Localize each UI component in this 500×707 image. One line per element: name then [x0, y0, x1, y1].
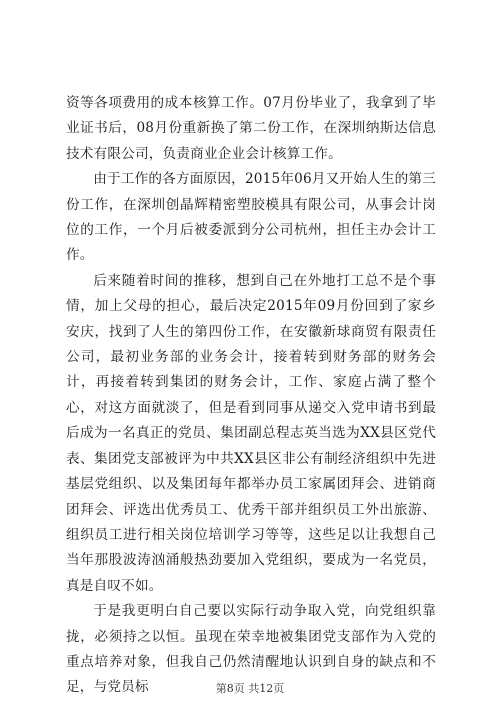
paragraph-4: 于是我更明白自己要以实际行动争取入党，向党组织靠拢，必须持之以恒。虽现在荣幸地被集团党支部作为入党的重点培养对象，但我自己仍然清醒地认识到自身的缺点和不足，与党员标	[66, 603, 436, 696]
page-footer: 第8页 共12页	[215, 682, 285, 695]
paragraph-3: 后来随着时间的推移，想到自己在外地打工总不是个事情，加上父母的担心，最后决定2015年09月份回到了家乡安庆，找到了人生的第四份工作，在安徽新球商贸有限责任公司，最初业务部的业务会计，接着转到财务部的财务会计，再接着转到集团的财务会计，工作、家庭占满了整个心，对这方面就淡了，但是看到同事从递交入党申请书到最后成为一名真正的党员、集团副总程志英当选为XX县区党代表、集团党支部被评为中共XX县区非公有制经济组织中先进基层党组织、以及集团每年都举办员工家属团拜会、进销商团拜会、评选出优秀员工、优秀干部并组织员工外出旅游、组织员工进行相关岗位培训学习等等，这些足以让我想自己当年那股波涛汹涌般热劲要加入党组织，要成为一名党员，真是自叹不如。	[66, 272, 436, 594]
document-body	[66, 91, 436, 701]
paragraph-2: 由于工作的各方面原因，2015年06月又开始人生的第三份工作，在深圳创晶辉精密塑胶模具有限公司，从事会计岗位的工作，一个月后被委派到分公司杭州，担任主办会计工作。	[66, 171, 436, 264]
paragraph-1: 资等各项费用的成本核算工作。07月份毕业了，我拿到了毕业证书后，08月份重新换了第二份工作，在深圳纳斯达信息技术有限公司，负责商业企业会计核算工作。	[66, 95, 436, 162]
